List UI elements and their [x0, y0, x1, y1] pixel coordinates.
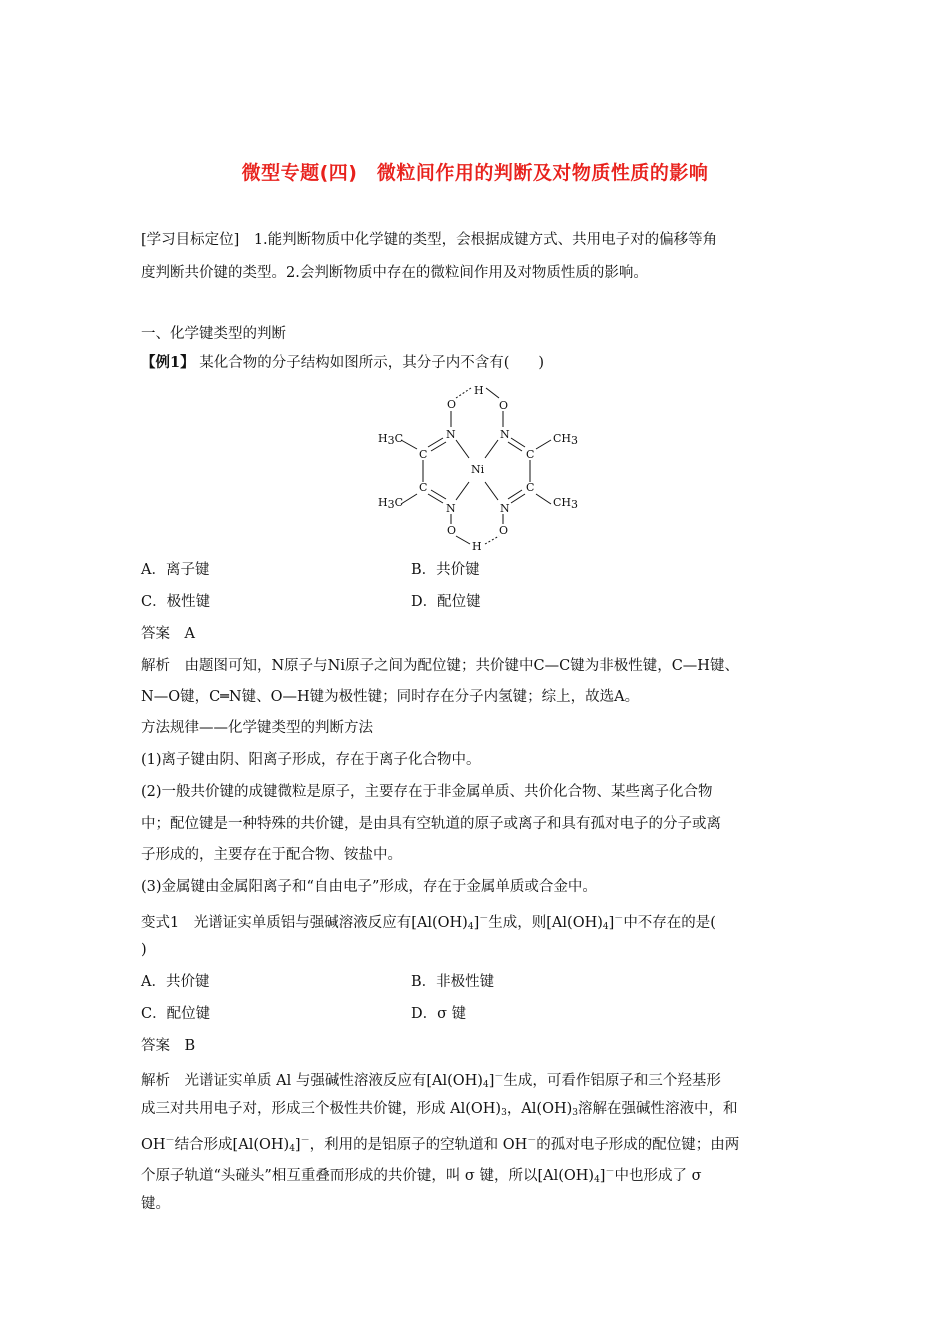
example-label: 【例1】	[141, 354, 195, 371]
variant-analysis-line-1: 解析 光谱证实单质 Al 与强碱性溶液反应有$[Al(OH)_4]^-$生成，可看作铝原子和三个羟基形	[141, 1072, 721, 1090]
ni-n-bond-2	[485, 440, 498, 458]
variant-1-question-line-2: )	[141, 942, 147, 958]
example-question-text: 某化合物的分子结构如图所示，其分子内不含有( )	[199, 355, 545, 371]
atom-ni: Ni	[471, 463, 485, 476]
atom-h-bottom: H	[472, 540, 482, 553]
atom-c-4: C	[526, 481, 535, 494]
molecule-structure-diagram	[360, 378, 590, 553]
example-1-question	[141, 353, 544, 373]
variant-answer: 答案 B	[141, 1038, 196, 1054]
atom-h-top: H	[474, 384, 484, 397]
variant-analysis-line-5: 键。	[141, 1196, 170, 1212]
method-point-2-line-2: 中；配位键是一种特殊的共价键，是由具有空轨道的原子或离子和具有孤对电子的分子或离	[141, 816, 721, 832]
page-title: 微型专题(四) 微粒间作用的判断及对物质性质的影响	[241, 162, 709, 184]
atom-n-bottom-right: N	[500, 502, 510, 515]
ni-n-bond-3	[456, 482, 469, 500]
atom-c-3: C	[419, 481, 428, 494]
h-bond-top-left	[456, 388, 471, 398]
method-point-2-line-3: 子形成的，主要存在于配合物、铵盐中。	[141, 847, 402, 863]
example-option-a: A．离子键	[141, 562, 210, 578]
atom-o-bottom-left: O	[447, 524, 457, 537]
objective-line-1: [学习目标定位] 1.能判断物质中化学键的类型，会根据成键方式、共用电子对的偏移等角	[141, 232, 718, 248]
atom-n-top-left: N	[446, 428, 456, 441]
example-option-c: C．极性键	[141, 594, 211, 610]
example-analysis-line-2: N—O键，C═N键、O—H键为极性键；同时存在分子内氢键；综上，故选A。	[141, 689, 640, 705]
variant-1-question: 变式1 光谱证实单质铝与强碱溶液反应有$[Al(OH)_4]^-$生成，则$[Al(OH)_4]^-$中不存在的是(	[141, 914, 716, 932]
example-answer: 答案 A	[141, 626, 195, 642]
atom-n-bottom-left: N	[446, 502, 456, 515]
variant-option-b: B．非极性键	[411, 974, 495, 990]
objective-line-2: 度判断共价键的类型。2.会判断物质中存在的微粒间作用及对物质性质的影响。	[141, 265, 648, 281]
variant-analysis-line-2: 成三对共用电子对，形成三个极性共价键，形成 $Al(OH)_3$，$Al(OH)_3$溶解在强碱性溶液中，和	[141, 1101, 738, 1118]
variant-option-d: D．σ 键	[411, 1006, 467, 1022]
h-bond-bottom-right	[485, 536, 499, 544]
group-ch3-top: CH3	[553, 432, 579, 447]
atom-o-bottom-right: O	[499, 524, 509, 537]
example-option-d: D．配位键	[411, 594, 481, 610]
variant-analysis-line-4: 个原子轨道“头碰头”相互重叠而形成的共价键，叫 σ 键，所以$[Al(OH)_4]^-$中也形成了 σ	[141, 1167, 702, 1185]
method-point-3: (3)金属键由金属阳离子和“自由电子”形成，存在于金属单质或合金中。	[141, 879, 597, 895]
ni-n-bond-4	[485, 482, 498, 500]
atom-c-2: C	[526, 448, 535, 461]
example-analysis-line-1: 解析 由题图可知，N原子与Ni原子之间为配位键；共价键中C—C键为非极性键，C—H键、	[141, 658, 739, 674]
method-heading: 方法规律——化学键类型的判断方法	[141, 720, 373, 736]
example-option-b: B．共价键	[411, 562, 480, 578]
variant-option-c: C．配位键	[141, 1006, 211, 1022]
atom-n-top-right: N	[500, 428, 510, 441]
atom-o-top-left: O	[447, 398, 457, 411]
group-ch3-bottom: CH3	[553, 496, 579, 511]
variant-option-a: A．共价键	[141, 974, 210, 990]
variant-analysis-line-3: OH－结合形成$[Al(OH)_4]^-$，利用的是铝原子的空轨道和 OH－的孤对电子形成的配位键；由两	[141, 1136, 740, 1154]
section-heading: 一、化学键类型的判断	[141, 326, 286, 342]
ni-n-bond-1	[456, 440, 469, 458]
oh-bond-bottom	[456, 536, 470, 544]
method-point-1: (1)离子键由阴、阳离子形成，存在于离子化合物中。	[141, 752, 481, 768]
group-h3c-bottom: H3C	[378, 496, 404, 511]
atom-o-top-right: O	[499, 399, 509, 412]
group-h3c-top: H3C	[378, 432, 404, 447]
oh-bond-top	[486, 388, 499, 398]
atom-c-1: C	[419, 448, 428, 461]
method-point-2-line-1: (2)一般共价键的成键微粒是原子，主要存在于非金属单质、共价化合物、某些离子化合物	[141, 784, 713, 800]
